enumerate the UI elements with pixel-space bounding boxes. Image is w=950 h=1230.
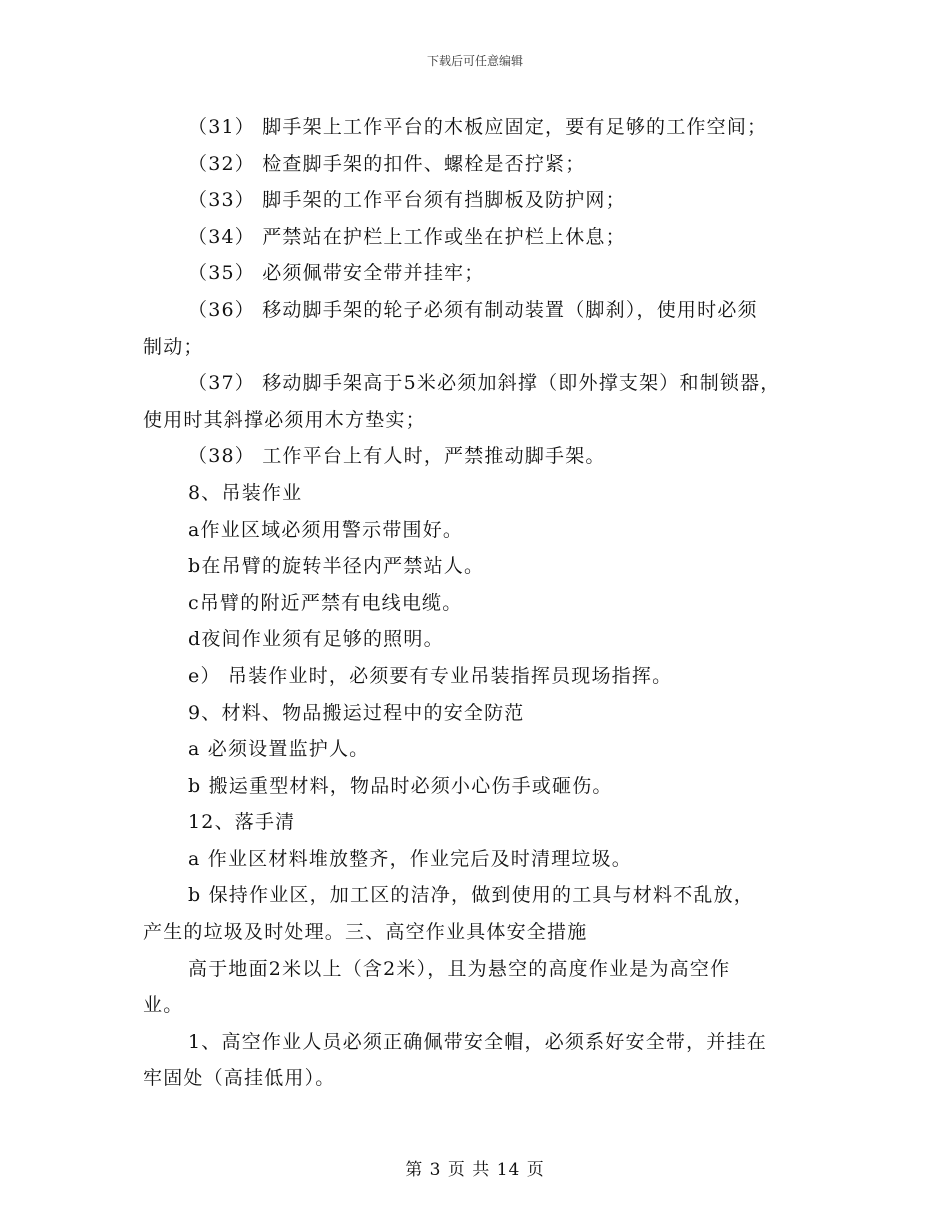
document-body	[143, 109, 813, 1097]
paragraph-line: （38） 工作平台上有人时，严禁推动脚手架。	[188, 445, 606, 468]
paragraph-line: b在吊臂的旋转半径内严禁站人。	[188, 555, 485, 578]
paragraph-line: 使用时其斜撑必须用木方垫实；	[143, 408, 426, 431]
paragraph-line: 1、高空作业人员必须正确佩带安全帽，必须系好安全带，并挂在	[188, 1030, 767, 1053]
paragraph-line: （34） 严禁站在护栏上工作或坐在护栏上休息；	[188, 225, 626, 248]
section-heading: 9、材料、物品搬运过程中的安全防范	[188, 701, 525, 724]
paragraph-line: （36） 移动脚手架的轮子必须有制动装置（脚刹），使用时必须	[188, 298, 758, 321]
paragraph-line: e） 吊装作业时，必须要有专业吊装指挥员现场指挥。	[188, 664, 673, 687]
paragraph-line: 制动；	[143, 335, 204, 358]
section-heading: 8、吊装作业	[188, 481, 303, 504]
paragraph-line: （32） 检查脚手架的扣件、螺栓是否拧紧；	[188, 152, 586, 175]
paragraph-line: a作业区域必须用警示带围好。	[188, 518, 464, 541]
paragraph-line: 高于地面2米以上（含2米），且为悬空的高度作业是为高空作	[188, 957, 731, 980]
paragraph-line: （31） 脚手架上工作平台的木板应固定，要有足够的工作空间；	[188, 116, 768, 138]
paragraph-line: a 必须设置监护人。	[188, 738, 370, 761]
paragraph-line: a 作业区材料堆放整齐，作业完后及时清理垃圾。	[188, 847, 632, 870]
paragraph-line: （37） 移动脚手架高于5米必须加斜撑（即外撑支架）和制锁器，	[188, 372, 781, 395]
paragraph-line: （35） 必须佩带安全带并挂牢；	[188, 262, 485, 285]
page-number: 第 3 页 共 14 页	[405, 1160, 545, 1180]
paragraph-line: b 搬运重型材料，物品时必须小心伤手或砸伤。	[188, 774, 613, 797]
paragraph-line: （33） 脚手架的工作平台须有挡脚板及防护网；	[188, 189, 626, 212]
paragraph-line: d夜间作业须有足够的照明。	[188, 628, 444, 651]
section-heading: 12、落手清	[188, 811, 296, 834]
paragraph-line: c吊臂的附近严禁有电线电缆。	[188, 591, 463, 614]
paragraph-line: b 保持作业区，加工区的洁净，做到使用的工具与材料不乱放，	[188, 884, 755, 907]
page-header-note: 下载后可任意编辑	[426, 54, 523, 68]
paragraph-line: 牢固处（高挂低用）。	[143, 1067, 336, 1090]
paragraph-line: 业。	[143, 994, 184, 1017]
paragraph-line: 产生的垃圾及时处理。三、高空作业具体安全措施	[143, 921, 588, 944]
